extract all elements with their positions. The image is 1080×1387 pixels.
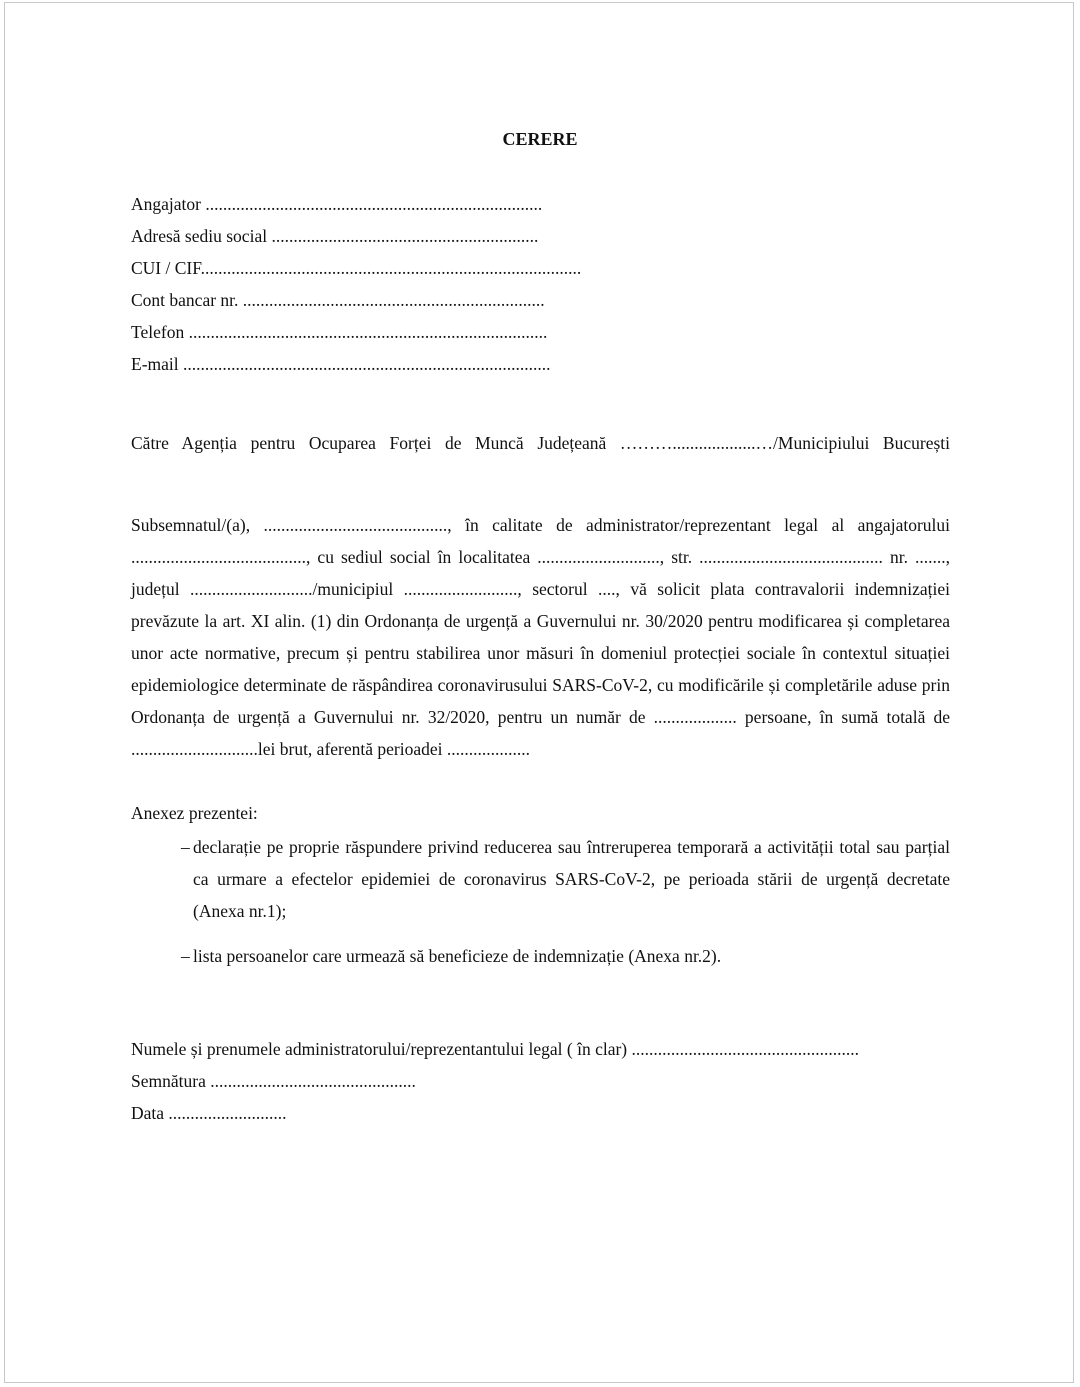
dash-bullet: – [181,946,190,966]
recipient-line: Către Agenția pentru Ocuparea Forței de Muncă Județeană ………...................…/Municipiului București [131,433,950,453]
field-cui-cif: CUI / CIF....................................................................................... [131,258,582,278]
document-page [4,2,1074,1383]
annex-item-1-text: declarație pe proprie răspundere privind reducerea sau întreruperea temporară a activității total sau parțial ca urmare a efectelor epidemiei de coronavirus SARS-CoV-2, pe perioada stării de urgență decretate (Anexa nr.1); [193,837,950,921]
annex-item-1 [181,831,950,927]
field-semnatura: Semnătura ............................................... [131,1071,416,1091]
field-telefon: Telefon .................................................................................. [131,322,548,342]
field-adresa-sediu: Adresă sediu social ............................................................. [131,226,539,246]
annex-item-2 [181,940,950,972]
dash-bullet: – [181,837,190,857]
annex-item-2-text: lista persoanelor care urmează să beneficieze de indemnizație (Anexa nr.2). [193,946,722,966]
field-data: Data ........................... [131,1103,287,1123]
field-cont-bancar: Cont bancar nr. ..................................................................... [131,290,545,310]
field-nume-prenume: Numele și prenumele administratorului/reprezentantului legal ( în clar) .................................................... [131,1039,860,1059]
field-email: E-mail .................................................................................... [131,354,551,374]
field-angajator: Angajator ............................................................................. [131,194,543,214]
annex-intro: Anexez prezentei: [131,803,258,823]
request-paragraph: Subsemnatul/(a), .........................................., în calitate de administrator/reprezentant legal al angajatorului ........................................, cu sediul social în localitatea ............................, str. .......................................... nr. ......., județul ............................/municipiul .........................., sectorul ...., vă solicit plata contravalorii indemnizației prevăzute la art. XI alin. (1) din Ordonanța de urgență a Guvernului nr. 30/2020 pentru modificarea și completarea unor acte normative, precum și pentru stabilirea unor măsuri în domeniul protecției sociale în contextul situației epidemiologice determinate de răspândirea coronavirusului SARS-CoV-2, cu modificările și completările aduse prin Ordonanța de urgență a Guvernului nr. 32/2020, pentru un număr de ................... persoane, în sumă totală de .............................lei brut, aferentă perioadei ................... [131,515,950,759]
document-title: CERERE [502,129,578,149]
